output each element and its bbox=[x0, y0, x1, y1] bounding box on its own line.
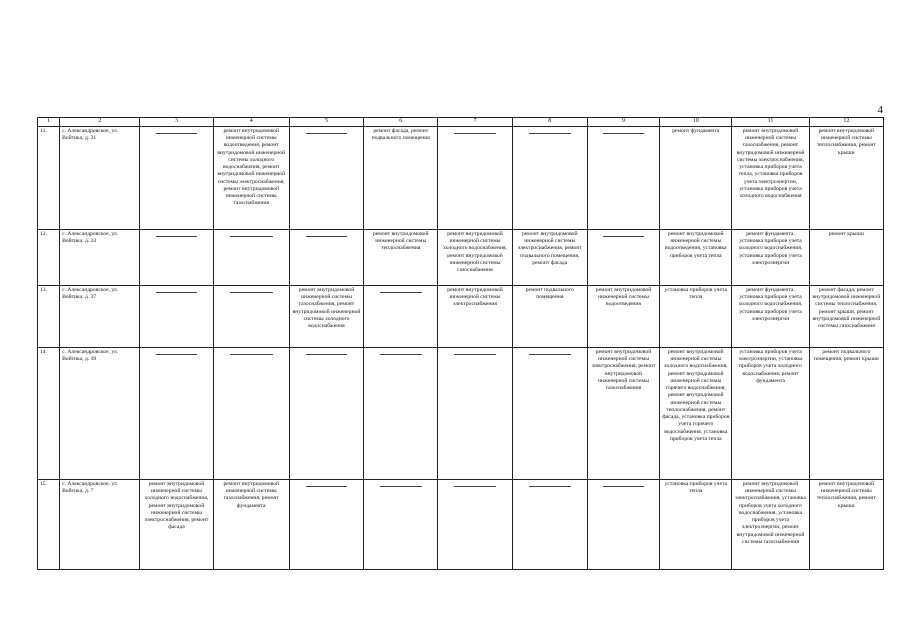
dash-mark bbox=[306, 354, 348, 355]
column-header: 8 bbox=[512, 118, 587, 127]
dash-mark bbox=[230, 292, 273, 293]
work-cell: ремонт фасада, ремонт внутридомовой инженерной системы теплоснабжения, ремонт крыши, ремонт внутридомовой инженерной системы газоснабжения bbox=[809, 285, 883, 347]
dash-mark bbox=[380, 354, 422, 355]
empty-cell bbox=[512, 126, 587, 229]
dash-mark bbox=[529, 354, 571, 355]
column-header: 4 bbox=[213, 118, 289, 127]
empty-cell bbox=[438, 347, 512, 479]
work-cell: ремонт внутридомовой инженерной системы теплоснабжения, ремонт крыши bbox=[809, 479, 883, 569]
dash-mark bbox=[603, 236, 643, 237]
table-row bbox=[38, 229, 884, 285]
address-cell: с. Александровское, ул. Войтика, д. 31 bbox=[60, 126, 140, 229]
empty-cell bbox=[140, 126, 213, 229]
empty-cell bbox=[512, 479, 587, 569]
work-cell: ремонт внутридомовой инженерной системы водоотведения, установка приборов учета тепла bbox=[660, 229, 732, 285]
empty-cell bbox=[289, 126, 363, 229]
work-cell: ремонт внутридомовой инженерной системы теплоснабжения bbox=[364, 229, 438, 285]
address-cell: с. Александровское, ул. Войтика, д. 37 bbox=[60, 285, 140, 347]
dash-mark bbox=[306, 486, 348, 487]
column-header: 1 bbox=[38, 118, 60, 127]
dash-mark bbox=[454, 486, 496, 487]
work-cell: ремонт внутридомовой инженерной системы газоснабжения, ремонт внутридомовой инженерной системы электроснабжения, установка приборов учета тепла, установка приборов учета электроэнергии, установка приборов учета холодного водоснабжения bbox=[732, 126, 809, 229]
work-cell: ремонт подвального помещения bbox=[512, 285, 587, 347]
work-cell: ремонт внутридомовой инженерной системы холодного водоснабжения, ремонт внутридомовой инженерной системы электроснабжения, ремонт фасада bbox=[140, 479, 213, 569]
dash-mark bbox=[156, 236, 197, 237]
work-cell: ремонт внутридомовой инженерной системы газоснабжения, ремонт фундамента bbox=[213, 479, 289, 569]
work-cell: установка приборов учета тепла bbox=[660, 479, 732, 569]
column-header: 11 bbox=[732, 118, 809, 127]
work-cell: ремонт внутридомовой инженерной системы электроснабжения, ремонт внутридомовой инженерной системы газоснабжения bbox=[587, 347, 659, 479]
column-header: 5 bbox=[289, 118, 363, 127]
work-cell: ремонт внутридомовой инженерной системы водоотведения, ремонт внутридомовой инженерной системы холодного водоснабжения, ремонт внутридомовой инженерной системы электроснабжения, ремонт внутридомовой инженерной системы газоснабжения bbox=[213, 126, 289, 229]
empty-cell bbox=[438, 126, 512, 229]
dash-mark bbox=[156, 292, 197, 293]
row-number: 11. bbox=[38, 126, 60, 229]
column-header: 12 bbox=[809, 118, 883, 127]
table-row bbox=[38, 479, 884, 569]
dash-mark bbox=[454, 354, 496, 355]
dash-mark bbox=[230, 354, 273, 355]
work-cell: ремонт фундамента, установка приборов учета холодного водоснабжения, установка приборов учета электроэнергии bbox=[732, 229, 809, 285]
table-row bbox=[38, 285, 884, 347]
empty-cell bbox=[438, 479, 512, 569]
dash-mark bbox=[529, 486, 571, 487]
work-cell: ремонт фасада, ремонт подвального помещения bbox=[364, 126, 438, 229]
work-cell: ремонт внутридомовой инженерной системы электроснабжения bbox=[438, 285, 512, 347]
row-number: 12. bbox=[38, 229, 60, 285]
dash-mark bbox=[380, 486, 422, 487]
empty-cell bbox=[140, 229, 213, 285]
work-cell: ремонт внутридомовой инженерной системы газоснабжения, ремонт внутридомовой инженерной системы холодного водоснабжения bbox=[289, 285, 363, 347]
empty-cell bbox=[140, 285, 213, 347]
dash-mark bbox=[603, 486, 643, 487]
work-cell: установка приборов учета электроэнергии, установка приборов учета холодного водоснабжения, ремонт фундамента bbox=[732, 347, 809, 479]
column-header: 9 bbox=[587, 118, 659, 127]
work-cell: ремонт внутридомовой инженерной системы электроснабжения, установка приборов учета холодного водоснабжения, установка приборов учета электроэнергии, ремонт внутридомовой инженерной системы газоснабжения bbox=[732, 479, 809, 569]
empty-cell bbox=[289, 229, 363, 285]
empty-cell bbox=[213, 347, 289, 479]
empty-cell bbox=[140, 347, 213, 479]
dash-mark bbox=[529, 133, 571, 134]
column-header: 2 bbox=[60, 118, 140, 127]
address-cell: с. Александровское, ул. Войтика, д. 33 bbox=[60, 229, 140, 285]
work-cell: ремонт подвального помещения, ремонт крыши bbox=[809, 347, 883, 479]
empty-cell bbox=[587, 229, 659, 285]
work-cell: ремонт внутридомовой инженерной системы водоотведения bbox=[587, 285, 659, 347]
page-number: 4 bbox=[877, 104, 883, 116]
empty-cell bbox=[587, 126, 659, 229]
work-cell: ремонт фундамента, установка приборов учета холодного водоснабжения, установка приборов учета электроэнергии bbox=[732, 285, 809, 347]
work-cell: ремонт внутридомовой инженерной системы теплоснабжения, ремонт крыши bbox=[809, 126, 883, 229]
column-header: 6 bbox=[364, 118, 438, 127]
repair-schedule-table bbox=[37, 117, 884, 570]
empty-cell bbox=[364, 479, 438, 569]
empty-cell bbox=[512, 347, 587, 479]
empty-cell bbox=[289, 347, 363, 479]
work-cell: ремонт внутридомовой инженерной системы холодного водоснабжения, ремонт внутридомовой инженерной системы газоснабжения bbox=[438, 229, 512, 285]
dash-mark bbox=[156, 133, 197, 134]
dash-mark bbox=[306, 133, 348, 134]
table-row bbox=[38, 347, 884, 479]
column-header: 7 bbox=[438, 118, 512, 127]
dash-mark bbox=[380, 292, 422, 293]
work-cell: ремонт внутридомовой инженерной системы электроснабжения, ремонт подвального помещения, ремонт фасада bbox=[512, 229, 587, 285]
dash-mark bbox=[156, 354, 197, 355]
address-cell: с. Александровское, ул. Войтика, д. 7 bbox=[60, 479, 140, 569]
work-cell: ремонт крыши bbox=[809, 229, 883, 285]
column-header: 3 bbox=[140, 118, 213, 127]
row-number: 14. bbox=[38, 347, 60, 479]
work-cell: ремонт внутридомовой инженерной системы холодного водоснабжения, ремонт внутридомовой инженерной системы горячего водоснабжения, ремонт внутридомовой инженерной системы теплоснабжения, ремонт фасада, установка приборов учета горячего водоснабжения, установка приборов учета тепла bbox=[660, 347, 732, 479]
column-header: 10 bbox=[660, 118, 732, 127]
dash-mark bbox=[454, 133, 496, 134]
table-row bbox=[38, 126, 884, 229]
empty-cell bbox=[364, 285, 438, 347]
row-number: 15. bbox=[38, 479, 60, 569]
dash-mark bbox=[306, 236, 348, 237]
empty-cell bbox=[213, 285, 289, 347]
empty-cell bbox=[587, 479, 659, 569]
address-cell: с. Александровское, ул. Войтика, д. 39 bbox=[60, 347, 140, 479]
work-cell: ремонт фундамента bbox=[660, 126, 732, 229]
row-number: 13. bbox=[38, 285, 60, 347]
dash-mark bbox=[230, 236, 273, 237]
empty-cell bbox=[289, 479, 363, 569]
work-cell: установка приборов учета тепла bbox=[660, 285, 732, 347]
empty-cell bbox=[364, 347, 438, 479]
header-row bbox=[38, 118, 884, 127]
empty-cell bbox=[213, 229, 289, 285]
dash-mark bbox=[603, 133, 643, 134]
